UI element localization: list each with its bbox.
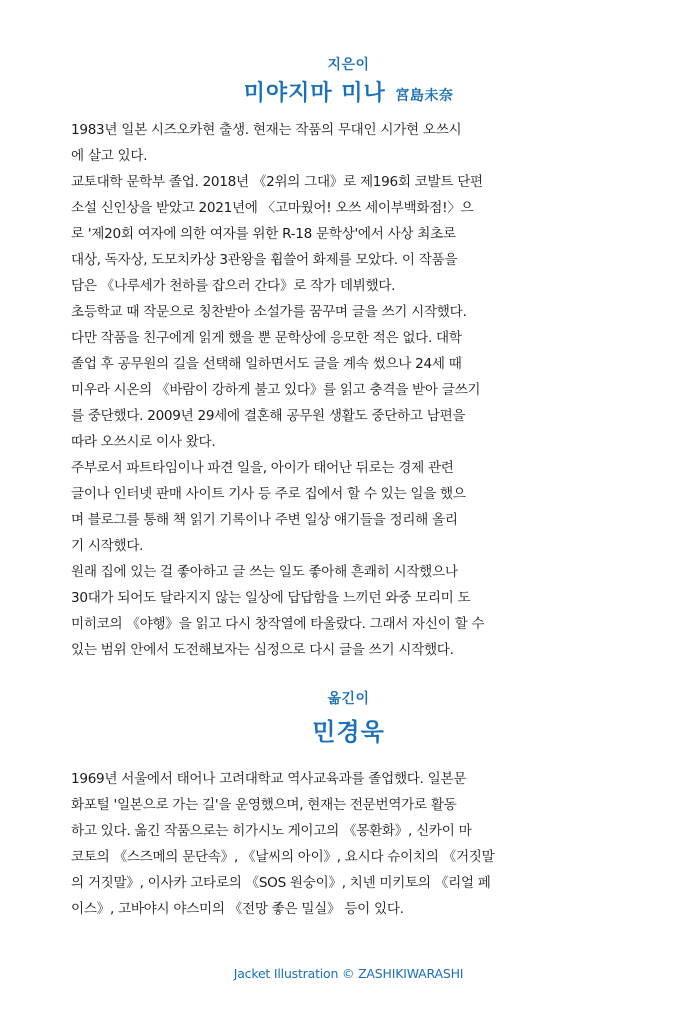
author-name: 미야지마 미나 (243, 81, 386, 106)
author-bio-line: 초등학교 때 작문으로 칭찬받아 소설가를 꿈꾸며 글을 쓰기 시작했다. (71, 304, 467, 320)
translator-name: 민경욱 (312, 718, 385, 746)
author-bio-line: 다만 작품을 친구에게 읽게 했을 뿐 문학상에 응모한 적은 없다. 대학 (71, 330, 462, 346)
author-bio (71, 117, 485, 663)
jacket-illustration-credit: Jacket Illustration © ZASHIKIWARASHI (233, 966, 464, 981)
author-bio-line: 주부로서 파트타임이나 파견 일을, 아이가 태어난 뒤로는 경제 관련 (71, 460, 454, 476)
translator-bio-line: 의 거짓말》, 이사카 고타로의 《SOS 원숭이》, 치넨 미키토의 《리얼 페 (71, 875, 491, 891)
author-bio-line: 원래 집에 있는 걸 좋아하고 글 쓰는 일도 좋아해 흔쾌히 시작했으나 (71, 564, 458, 580)
translator-section-label: 옮긴이 (327, 691, 370, 707)
author-bio-line: 따라 오쓰시로 이사 왔다. (71, 434, 216, 450)
translator-name-heading (0, 712, 697, 747)
author-bio-line: 며 블로그를 통해 책 읽기 기록이나 주변 일상 얘기들을 정리해 올리 (71, 512, 458, 528)
translator-bio-line: 화포털 '일본으로 가는 길'을 운영했으며, 현재는 전문번역가로 활동 (71, 797, 457, 813)
author-section-label: 지은이 (327, 57, 370, 73)
translator-bio-line: 1969년 서울에서 태어나 고려대학교 역사교육과를 졸업했다. 일본문 (71, 771, 467, 787)
author-bio-line: 로 '제20회 여자에 의한 여자를 위한 R-18 문학상'에서 사상 최초로 (71, 226, 456, 242)
author-bio-line: 에 살고 있다. (71, 148, 148, 164)
translator-bio-line: 이스》, 고바야시 야스미의 《전망 좋은 밀실》 등이 있다. (71, 901, 404, 917)
author-name-original: 宮島未奈 (395, 88, 454, 104)
translator-bio (71, 766, 495, 922)
author-bio-line: 미우라 시온의 《바람이 강하게 불고 있다》를 읽고 충격을 받아 글쓰기 (71, 382, 481, 398)
author-bio-line: 담은 《나루세가 천하를 잡으러 간다》로 작가 데뷔했다. (71, 278, 396, 294)
author-bio-line: 교토대학 문학부 졸업. 2018년 《2위의 그대》로 제196회 코발트 단편 (71, 174, 483, 190)
author-bio-line: 대상, 독자상, 도모치카상 3관왕을 휩쓸어 화제를 모았다. 이 작품을 (71, 252, 458, 268)
author-name-heading (0, 76, 697, 107)
author-bio-line: 1983년 일본 시즈오카현 출생. 현재는 작품의 무대인 시가현 오쓰시 (71, 122, 462, 138)
author-bio-line: 기 시작했다. (71, 538, 144, 554)
author-bio-line: 를 중단했다. 2009년 29세에 결혼해 공무원 생활도 중단하고 남편을 (71, 408, 466, 424)
translator-bio-line: 하고 있다. 옮긴 작품으로는 히가시노 게이고의 《몽환화》, 신카이 마 (71, 823, 472, 839)
author-bio-line: 글이나 인터넷 판매 사이트 기사 등 주로 집에서 할 수 있는 일을 했으 (71, 486, 466, 502)
author-bio-line: 소설 신인상을 받았고 2021년에 〈고마웠어! 오쓰 세이부백화점!〉으 (71, 200, 474, 216)
translator-bio-line: 코토의 《스즈메의 문단속》, 《날씨의 아이》, 요시다 슈이치의 《거짓말 (71, 849, 495, 865)
author-bio-line: 있는 범위 안에서 도전해보자는 심정으로 다시 글을 쓰기 시작했다. (71, 642, 454, 658)
author-bio-line: 졸업 후 공무원의 길을 선택해 일하면서도 글을 계속 썼으나 24세 때 (71, 356, 462, 372)
author-bio-line: 미히코의 《야행》을 읽고 다시 창작열에 타올랐다. 그래서 자신이 할 수 (71, 616, 485, 632)
author-bio-line: 30대가 되어도 달라지지 않는 일상에 답답함을 느끼던 와중 모리미 도 (71, 590, 471, 606)
